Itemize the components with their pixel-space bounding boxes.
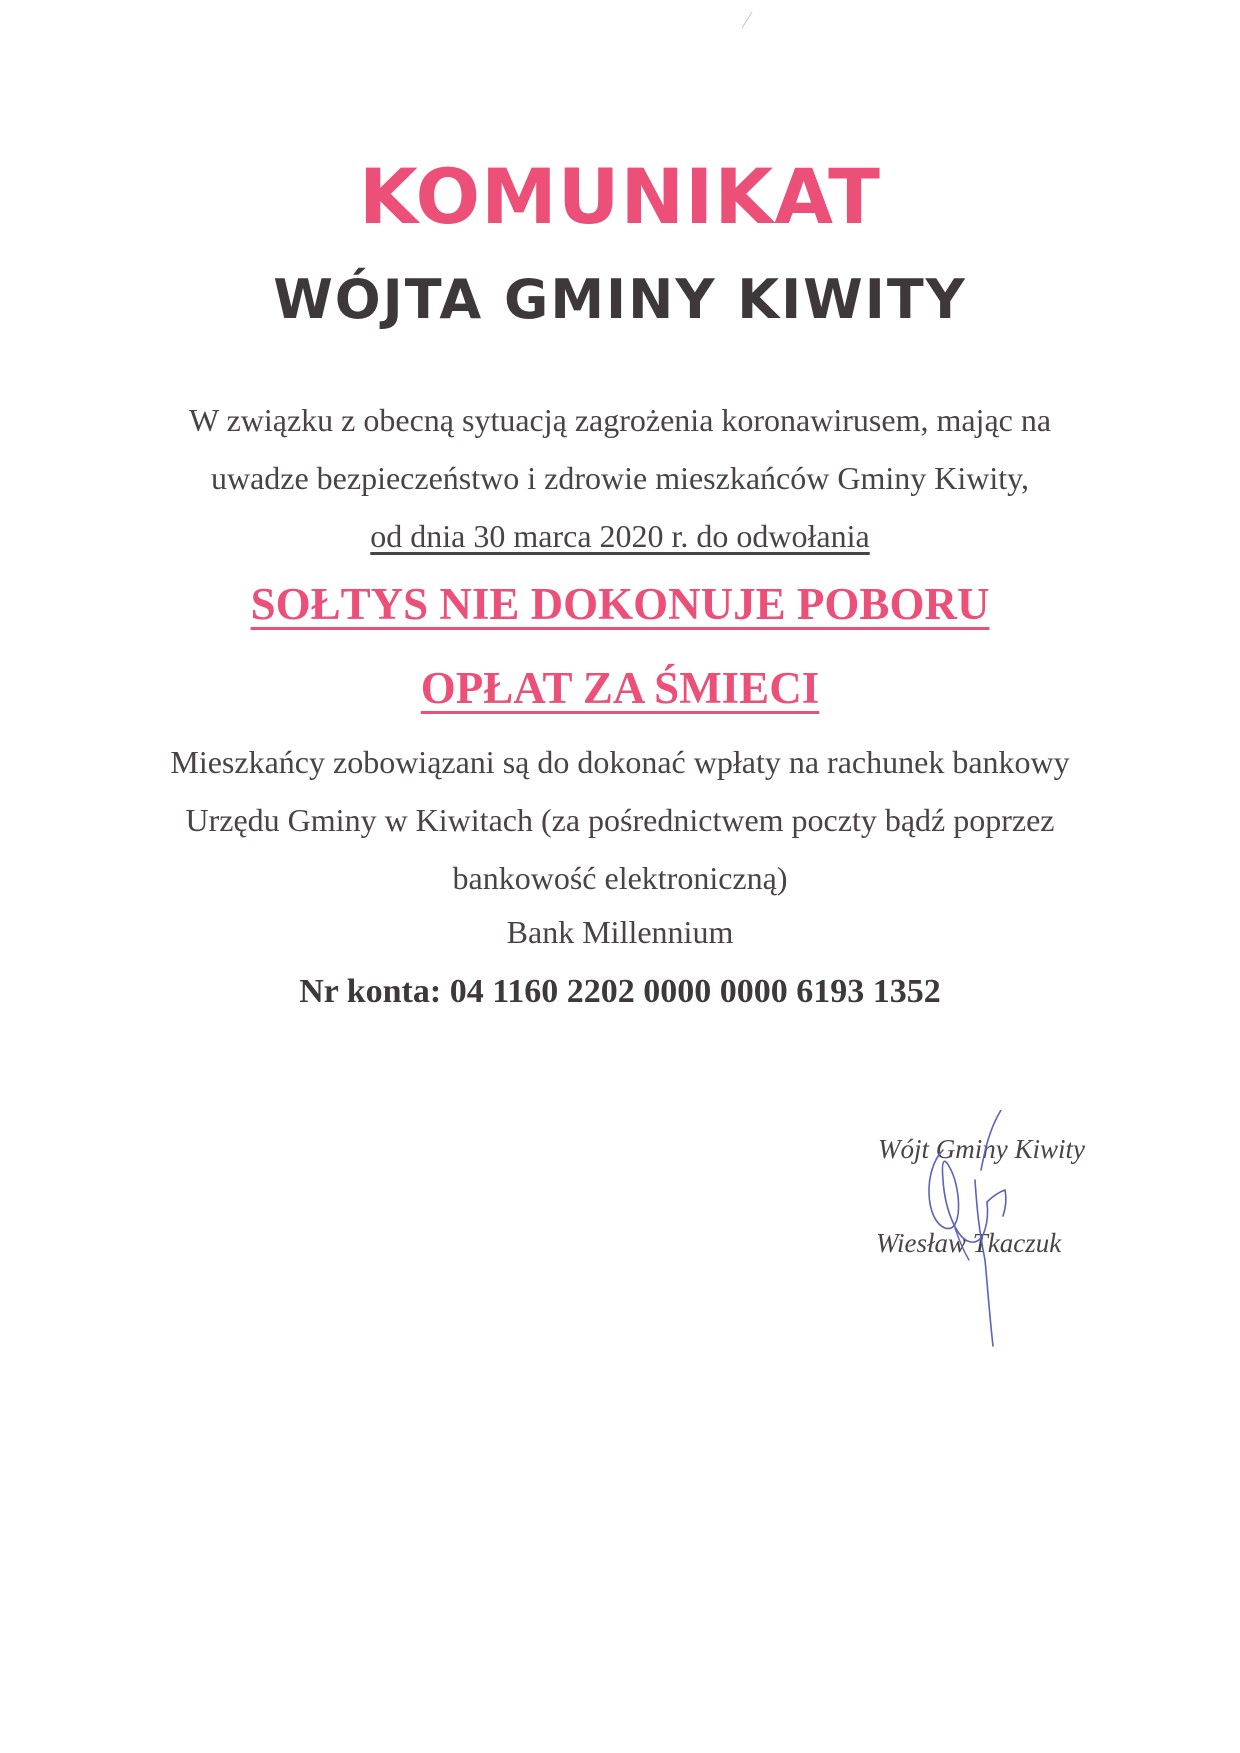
bank-name: Bank Millennium xyxy=(506,914,734,950)
intro-line-2: uwadze bezpieczeństwo i zdrowie mieszkańców Gminy Kiwity, xyxy=(210,460,1030,496)
payment-line-3: bankowość elektroniczną) xyxy=(452,860,788,896)
date-line xyxy=(0,518,1240,555)
handwritten-signature xyxy=(915,1110,1025,1350)
scan-mark-line xyxy=(740,10,754,30)
date-line-text: od dnia 30 marca 2020 r. do odwołania xyxy=(370,518,870,554)
intro-line-1: W związku z obecną sytuacją zagrożenia koronawirusem, mając na xyxy=(188,402,1052,438)
payment-line-1: Mieszkańcy zobowiązani są do dokonać wpłaty na rachunek bankowy xyxy=(170,744,1070,780)
payment-line-2: Urzędu Gminy w Kiwitach (za pośrednictwem poczty bądź poprzez xyxy=(185,802,1055,838)
signatory-position: Wójt Gminy Kiwity xyxy=(878,1134,1085,1164)
notice-subtitle: WÓJTA GMINY KIWITY xyxy=(273,268,967,331)
headline-text-1: SOŁTYS NIE DOKONUJE POBORU xyxy=(250,579,990,629)
headline-line-2 xyxy=(0,662,1240,714)
notice-title: KOMUNIKAT xyxy=(359,152,881,241)
headline-line-1 xyxy=(0,578,1240,630)
headline-text-2: OPŁAT ZA ŚMIECI xyxy=(420,663,820,713)
account-label: Nr konta: xyxy=(299,973,442,1010)
signatory-name: Wiesław Tkaczuk xyxy=(876,1228,1062,1258)
account-number: 04 1160 2202 0000 0000 6193 1352 xyxy=(449,973,941,1010)
account-line xyxy=(0,973,1240,1011)
